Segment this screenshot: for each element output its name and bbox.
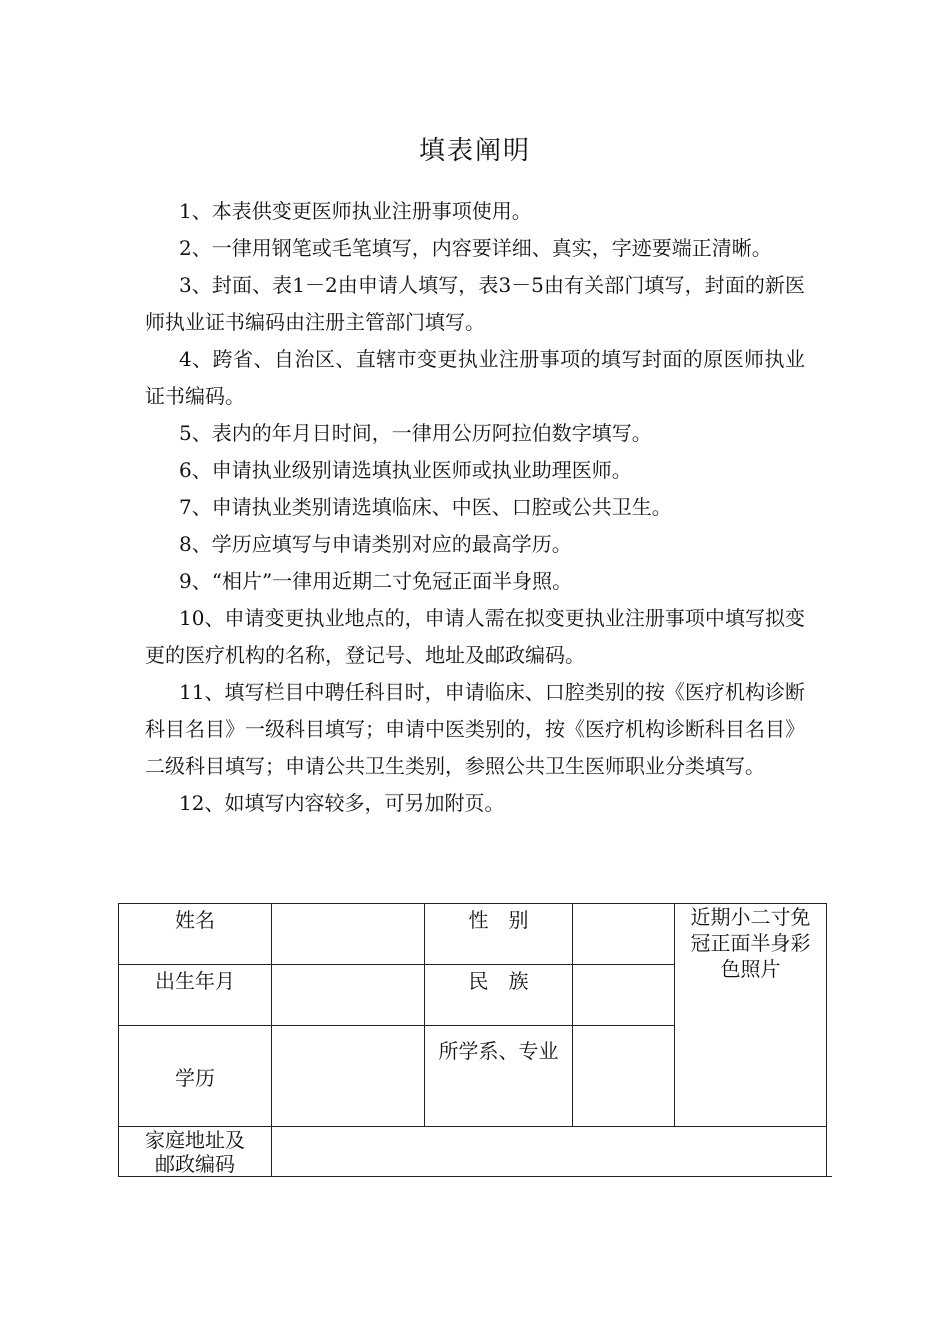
gender-label: 性 别 <box>425 904 573 965</box>
name-field[interactable] <box>272 904 425 965</box>
instruction-item: 9、“相片”一律用近期二寸免冠正面半身照。 <box>179 569 573 593</box>
instructions-list <box>145 193 805 822</box>
gender-field[interactable] <box>573 904 675 965</box>
instruction-item: 4、跨省、自治区、直辖市变更执业注册事项的填写封面的原医师执业证书编码。 <box>145 347 805 408</box>
address-field[interactable] <box>272 1127 827 1177</box>
instruction-item: 3、封面、表1－2由申请人填写，表3－5由有关部门填写，封面的新医师执业证书编码由注册主管部门填写。 <box>145 273 805 334</box>
address-label-line1: 家庭地址及 <box>145 1127 245 1152</box>
page-title: 填表阐明 <box>418 136 531 166</box>
instruction-item: 12、如填写内容较多，可另加附页。 <box>179 791 505 815</box>
instruction-item: 11、填写栏目中聘任科目时，申请临床、口腔类别的按《医疗机构诊断科目名目》一级科目填写；申请中医类别的，按《医疗机构诊断科目名目》二级科目填写；申请公共卫生类别，参照公共卫生医师职业分类填写。 <box>145 680 805 778</box>
birth-field[interactable] <box>272 965 425 1026</box>
name-label: 姓名 <box>119 904 272 965</box>
major-label: 所学系、专业 <box>425 1026 573 1127</box>
birth-label: 出生年月 <box>119 965 272 1026</box>
education-label: 学历 <box>119 1026 272 1127</box>
photo-label: 近期小二寸免冠正面半身彩色照片 <box>690 905 811 981</box>
instruction-item: 5、表内的年月日时间，一律用公历阿拉伯数字填写。 <box>179 421 652 445</box>
education-field[interactable] <box>272 1026 425 1127</box>
major-field[interactable] <box>573 1026 675 1127</box>
photo-box[interactable] <box>675 904 827 1127</box>
table-edge-stub <box>826 1176 832 1177</box>
address-label-line2: 邮政编码 <box>155 1151 235 1176</box>
instruction-item: 7、申请执业类别请选填临床、中医、口腔或公共卫生。 <box>179 495 672 519</box>
instruction-item: 8、学历应填写与申请类别对应的最高学历。 <box>179 532 572 556</box>
ethnicity-field[interactable] <box>573 965 675 1026</box>
instruction-item: 10、申请变更执业地点的，申请人需在拟变更执业注册事项中填写拟变更的医疗机构的名称，登记号、地址及邮政编码。 <box>145 606 805 667</box>
ethnicity-label: 民 族 <box>425 965 573 1026</box>
instruction-item: 6、申请执业级别请选填执业医师或执业助理医师。 <box>179 458 632 482</box>
applicant-info-table <box>118 903 827 1177</box>
instruction-item: 2、一律用钢笔或毛笔填写，内容要详细、真实，字迹要端正清晰。 <box>179 236 772 260</box>
address-label <box>119 1127 272 1177</box>
instruction-item: 1、本表供变更医师执业注册事项使用。 <box>179 199 532 223</box>
